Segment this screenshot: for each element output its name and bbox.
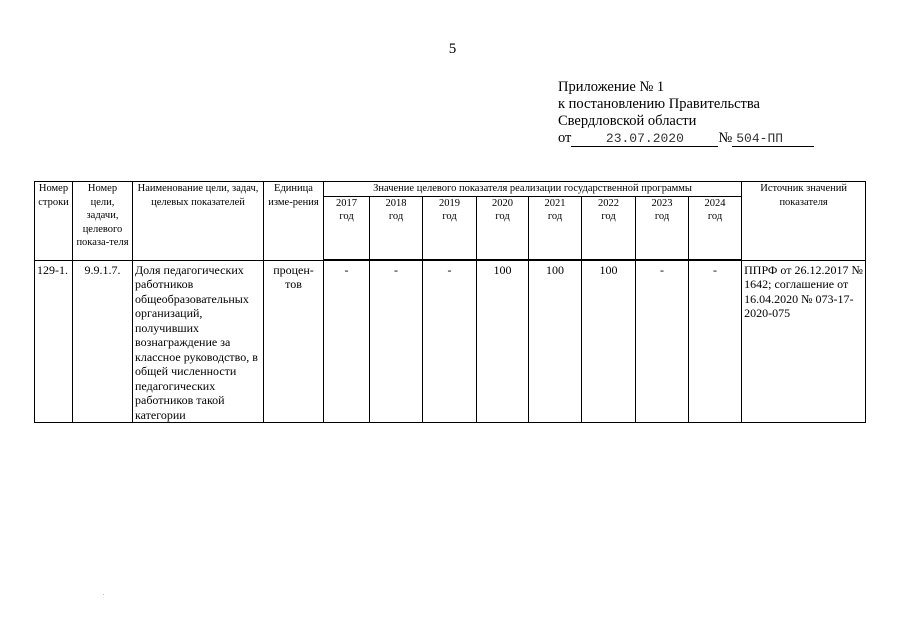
header-year-2020: 2020 год: [477, 196, 529, 260]
appendix-decree-line: к постановлению Правительства: [558, 96, 760, 112]
cell-source: ППРФ от 26.12.2017 № 1642; соглашение от 16.04.2020 № 073-17-2020-075: [742, 260, 866, 423]
appendix-title: Приложение № 1: [558, 79, 665, 95]
cell-value-2017: -: [324, 260, 370, 423]
header-source: Источник значений показателя: [742, 182, 866, 261]
decree-date: 23.07.2020: [571, 132, 718, 147]
header-goal-number: Номер цели, задачи, целевого показа-теля: [73, 182, 133, 261]
cell-value-2022: 100: [582, 260, 636, 423]
cell-value-2020: 100: [477, 260, 529, 423]
cell-value-2024: -: [689, 260, 742, 423]
header-unit: Единица изме-рения: [264, 182, 324, 261]
header-year-2024: 2024 год: [689, 196, 742, 260]
header-year-2021: 2021 год: [529, 196, 582, 260]
cell-goal-number: 9.9.1.7.: [73, 260, 133, 423]
header-year-2022: 2022 год: [582, 196, 636, 260]
header-year-2017: 2017 год: [324, 196, 370, 260]
indicators-table: [34, 181, 866, 423]
header-year-2023: 2023 год: [636, 196, 689, 260]
decree-number: 504-ПП: [732, 132, 814, 147]
appendix-date-number-line: [558, 130, 814, 147]
header-values-group: Значение целевого показателя реализации государственной программы: [324, 182, 742, 197]
page-number: 5: [448, 41, 457, 57]
table-row: [35, 260, 866, 423]
header-year-2018: 2018 год: [370, 196, 423, 260]
cell-value-2021: 100: [529, 260, 582, 423]
cell-unit: процен-тов: [264, 260, 324, 423]
number-prefix: №: [718, 130, 733, 146]
header-row-number: Номер строки: [35, 182, 73, 261]
date-prefix: от: [558, 130, 572, 146]
appendix-region-line: Свердловской области: [558, 113, 697, 129]
cell-indicator-name: Доля педагогических работников общеобразовательных организаций, получивших вознаграждение за классное руководство, в общей численности педагогических работников такой категории: [133, 260, 264, 423]
header-year-2019: 2019 год: [423, 196, 477, 260]
header-name: Наименование цели, задач, целевых показателей: [133, 182, 264, 261]
appendix-header: [558, 79, 814, 147]
scan-speck: [103, 594, 104, 595]
cell-value-2019: -: [423, 260, 477, 423]
cell-value-2018: -: [370, 260, 423, 423]
cell-row-number: 129-1.: [35, 260, 73, 423]
cell-value-2023: -: [636, 260, 689, 423]
